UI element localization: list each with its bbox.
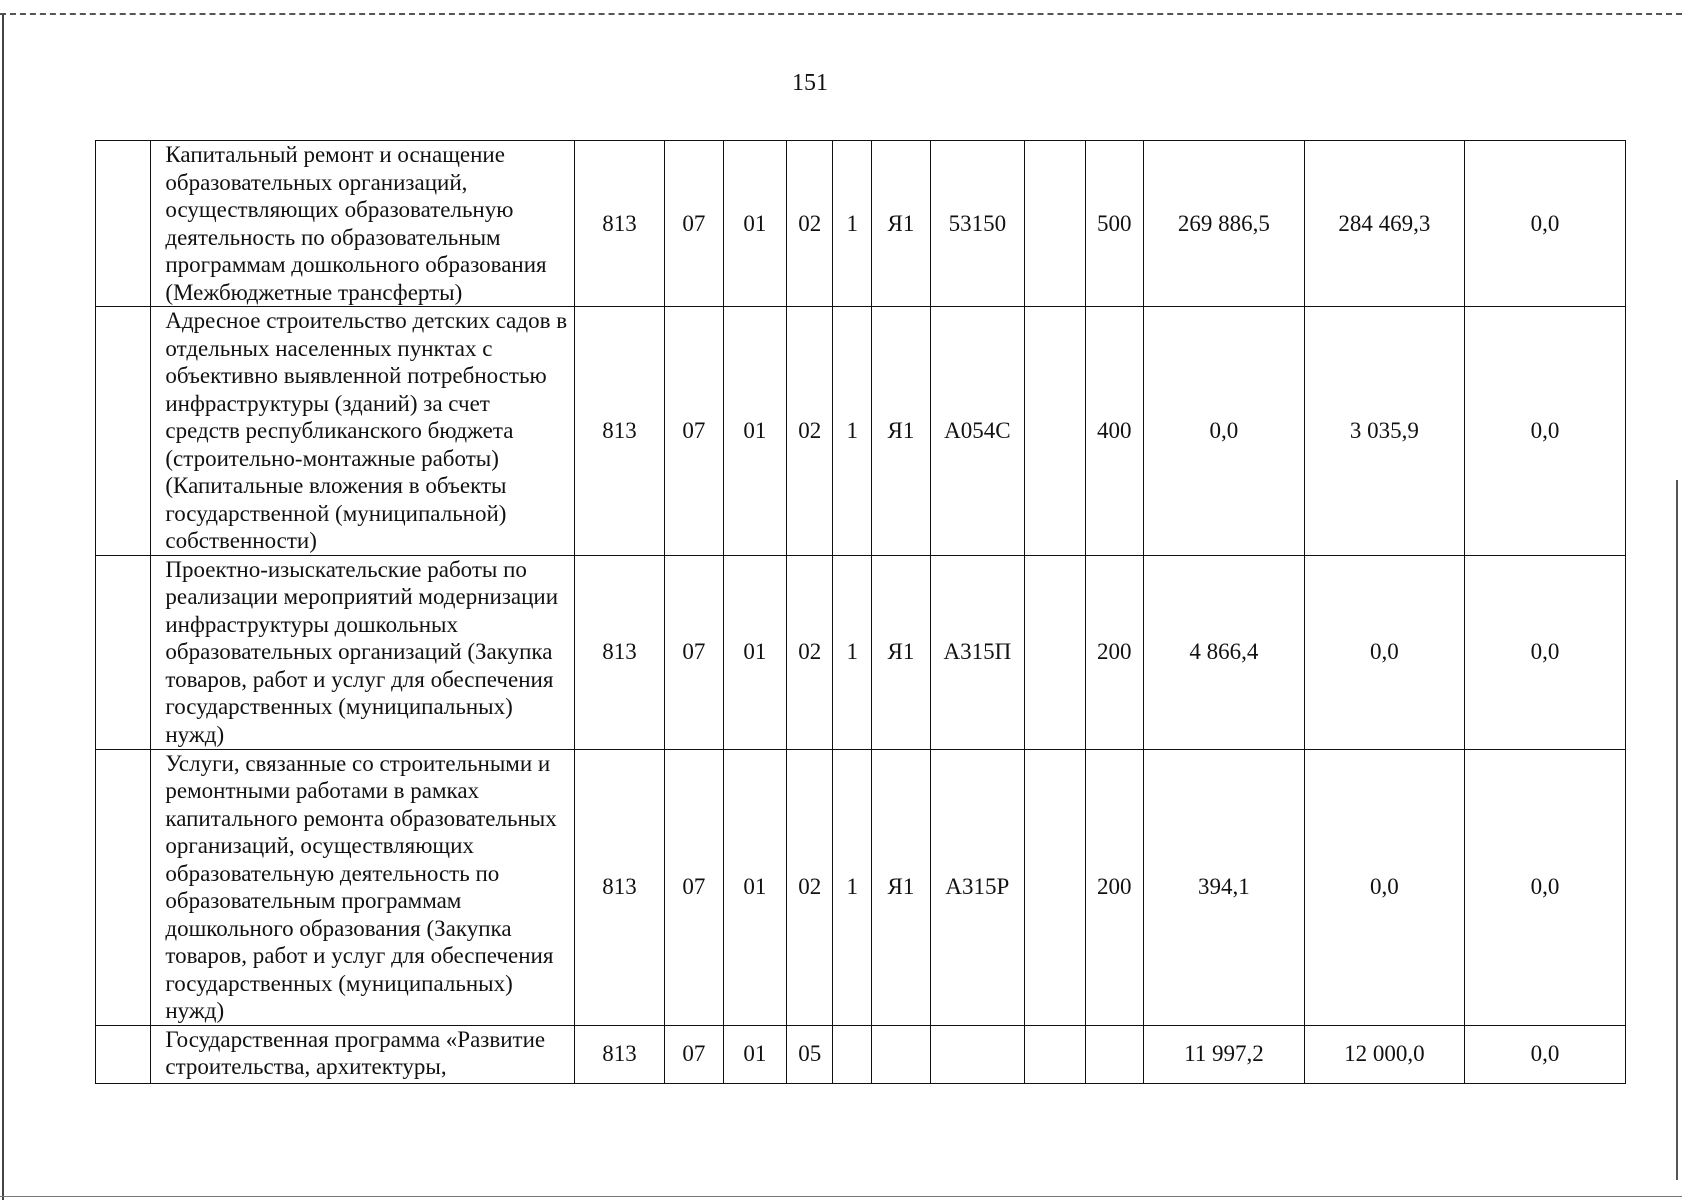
section-code-cell: 07 [665,555,723,749]
row-index-cell [96,555,151,749]
section-code-cell: 07 [665,1025,723,1083]
program-code-cell: 02 [787,307,833,556]
amount-2-cell: 0,0 [1304,749,1464,1025]
ministry-code-cell: 813 [574,749,664,1025]
scan-left-edge [2,14,4,1200]
subsection-code-cell: 01 [723,749,787,1025]
amount-2-cell: 0,0 [1304,555,1464,749]
subprogram-code-cell: 1 [833,555,872,749]
ministry-code-cell: 813 [574,1025,664,1083]
subsection-code-cell: 01 [723,1025,787,1083]
extra-code-cell [1025,749,1086,1025]
program-code-cell: 02 [787,749,833,1025]
row-index-cell [96,141,151,307]
amount-2-cell: 12 000,0 [1304,1025,1464,1083]
subsection-code-cell: 01 [723,307,787,556]
project-code-cell: Я1 [872,307,930,556]
project-code-cell [872,1025,930,1083]
direction-code-cell: А315Р [930,749,1024,1025]
subprogram-code-cell [833,1025,872,1083]
amount-1-cell: 394,1 [1143,749,1304,1025]
row-index-cell [96,307,151,556]
extra-code-cell [1025,141,1086,307]
expense-type-cell [1085,1025,1143,1083]
ministry-code-cell: 813 [574,307,664,556]
row-index-cell [96,1025,151,1083]
row-index-cell [96,749,151,1025]
budget-table [95,140,1626,1084]
description-cell: Проектно-изыскательские работы по реализации мероприятий модернизации инфраструктуры дошкольных образовательных организаций (Закупка товаров, работ и услуг для обеспечения государственных (муниципальных) нужд) [151,555,575,749]
extra-code-cell [1025,1025,1086,1083]
description-cell: Государственная программа «Развитие строительства, архитектуры, [151,1025,575,1083]
expense-type-cell: 400 [1085,307,1143,556]
amount-3-cell: 0,0 [1464,555,1625,749]
amount-3-cell: 0,0 [1464,141,1625,307]
scan-bottom-edge [0,1196,1682,1197]
subprogram-code-cell: 1 [833,307,872,556]
scan-right-edge [1676,480,1678,1180]
amount-1-cell: 4 866,4 [1143,555,1304,749]
table-row [96,307,1626,556]
amount-3-cell: 0,0 [1464,307,1625,556]
table-row [96,1025,1626,1083]
direction-code-cell: А054С [930,307,1024,556]
program-code-cell: 02 [787,555,833,749]
amount-2-cell: 284 469,3 [1304,141,1464,307]
ministry-code-cell: 813 [574,141,664,307]
project-code-cell: Я1 [872,749,930,1025]
direction-code-cell: 53150 [930,141,1024,307]
scan-top-edge [0,13,1682,15]
subprogram-code-cell: 1 [833,749,872,1025]
section-code-cell: 07 [665,307,723,556]
ministry-code-cell: 813 [574,555,664,749]
subsection-code-cell: 01 [723,555,787,749]
section-code-cell: 07 [665,141,723,307]
direction-code-cell [930,1025,1024,1083]
subsection-code-cell: 01 [723,141,787,307]
amount-1-cell: 11 997,2 [1143,1025,1304,1083]
extra-code-cell [1025,555,1086,749]
amount-1-cell: 269 886,5 [1143,141,1304,307]
program-code-cell: 05 [787,1025,833,1083]
expense-type-cell: 200 [1085,749,1143,1025]
subprogram-code-cell: 1 [833,141,872,307]
direction-code-cell: А315П [930,555,1024,749]
program-code-cell: 02 [787,141,833,307]
project-code-cell: Я1 [872,141,930,307]
amount-3-cell: 0,0 [1464,749,1625,1025]
amount-2-cell: 3 035,9 [1304,307,1464,556]
description-cell: Капитальный ремонт и оснащение образовательных организаций, осуществляющих образовательную деятельность по образовательным программам дошкольного образования (Межбюджетные трансферты) [151,141,575,307]
section-code-cell: 07 [665,749,723,1025]
description-cell: Услуги, связанные со строительными и ремонтными работами в рамках капитального ремонта образовательных организаций, осуществляющих образовательную деятельность по образовательным программам дошкольного образования (Закупка товаров, работ и услуг для обеспечения государственных (муниципальных) нужд) [151,749,575,1025]
amount-1-cell: 0,0 [1143,307,1304,556]
project-code-cell: Я1 [872,555,930,749]
expense-type-cell: 500 [1085,141,1143,307]
extra-code-cell [1025,307,1086,556]
table-row [96,555,1626,749]
page-number: 151 [792,70,828,96]
expense-type-cell: 200 [1085,555,1143,749]
description-cell: Адресное строительство детских садов в отдельных населенных пунктах с объективно выявленной потребностью инфраструктуры (зданий) за счет средств республиканского бюджета (строительно-монтажные работы) (Капитальные вложения в объекты государственной (муниципальной) собственности) [151,307,575,556]
table-row [96,749,1626,1025]
amount-3-cell: 0,0 [1464,1025,1625,1083]
table-row [96,141,1626,307]
